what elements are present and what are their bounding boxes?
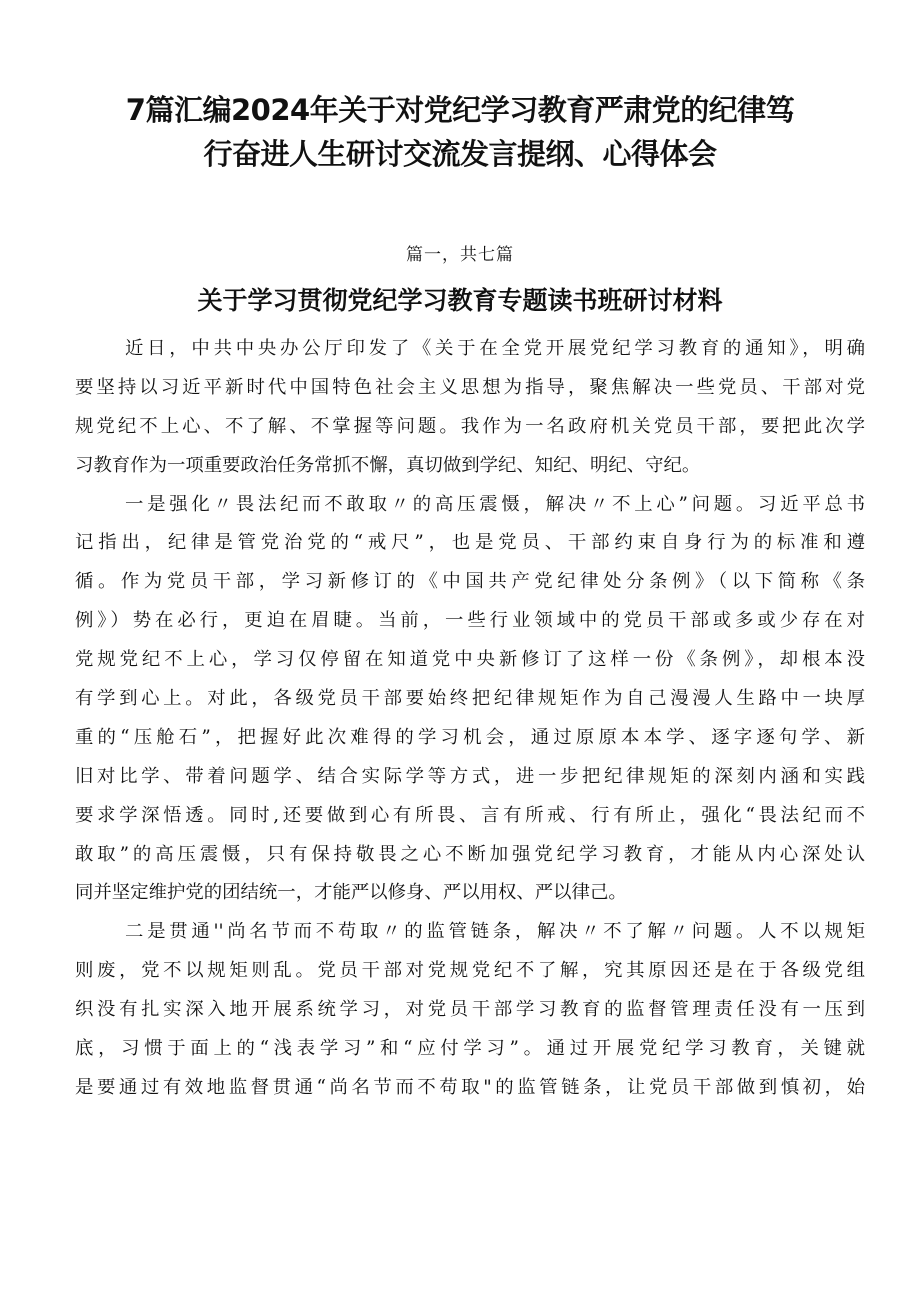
text-line: 一是强化〃畏法纪而不敢取〃的高压震慑，解决〃不上心”问题。习近平总书 [125, 493, 865, 515]
text-line: 要坚持以习近平新时代中国特色社会主义思想为指导，聚焦解决一些党员、干部对党 [75, 376, 865, 398]
text-line: 规党纪不上心、不了解、不掌握等问题。我作为一名政府机关党员干部，要把此次学 [75, 415, 865, 437]
section-title: 关于学习贯彻党纪学习教育专题读书班研讨材料 [197, 286, 723, 315]
document-title-line: 行奋进人生研讨交流发言提纲、心得体会 [203, 137, 717, 171]
paragraph [75, 913, 865, 1107]
text-line: 近日，中共中央办公厅印发了《关于在全党开展党纪学习教育的通知》，明确 [125, 338, 865, 359]
document-title-line: 7篇汇编2024年关于对党纪学习教育严肃党的纪律笃 [125, 93, 795, 127]
text-line: 记指出，纪律是管党治党的“戒尺”，也是党员、干部约束自身行为的标准和遵 [75, 532, 865, 554]
text-line: 底，习惯于面上的“浅表学习”和“应付学习”。通过开展党纪学习教育，关键就 [75, 1038, 865, 1060]
text-line: 要求学深悟透。同时,还要做到心有所畏、言有所戒、行有所止，强化“畏法纪而不 [75, 804, 865, 826]
text-line: 党规党纪不上心，学习仅停留在知道党中央新修订了这样一份《条例》，却根本没 [75, 649, 865, 671]
text-line: 有学到心上。对此，各级党员干部要始终把纪律规矩作为自己漫漫人生路中一块厚 [75, 688, 865, 710]
text-line: 敢取”的高压震慑，只有保持敬畏之心不断加强党纪学习教育，才能从内心深处认 [75, 843, 865, 865]
document-body [75, 330, 865, 1108]
text-line: 循。作为党员干部，学习新修订的《中国共产党纪律处分条例》（以下简称《条 [75, 571, 865, 593]
text-line: 例》）势在必行，更迫在眉睫。当前，一些行业领域中的党员干部或多或少存在对 [75, 610, 865, 632]
text-line: 同并坚定维护党的团结统一，才能严以修身、严以用权、严以律己。 [75, 882, 627, 904]
text-line: 重的“压舱石”，把握好此次难得的学习机会，通过原原本本学、逐字逐句学、新 [75, 726, 865, 748]
text-line: 二是贯通''尚名节而不苟取〃的监管链条，解决〃不了解〃问题。人不以规矩 [125, 921, 865, 943]
document-title [60, 88, 860, 176]
text-line: 是要通过有效地监督贯通“尚名节而不苟取"的监管链条，让党员干部做到慎初，始 [75, 1076, 865, 1098]
text-line: 习教育作为一项重要政治任务常抓不懈，真切做到学纪、知纪、明纪、守纪。 [75, 454, 701, 476]
paragraph [75, 330, 865, 486]
part-label: 篇一，共七篇 [406, 245, 514, 265]
text-line: 则废，党不以规矩则乱。党员干部对党规党纪不了解，究其原因还是在于各级党组 [75, 960, 865, 982]
text-line: 织没有扎实深入地开展系统学习，对党员干部学习教育的监督管理责任没有一压到 [75, 999, 865, 1021]
text-line: 旧对比学、带着问题学、结合实际学等方式，进一步把纪律规矩的深刻内涵和实践 [75, 765, 865, 787]
paragraph [75, 486, 865, 914]
